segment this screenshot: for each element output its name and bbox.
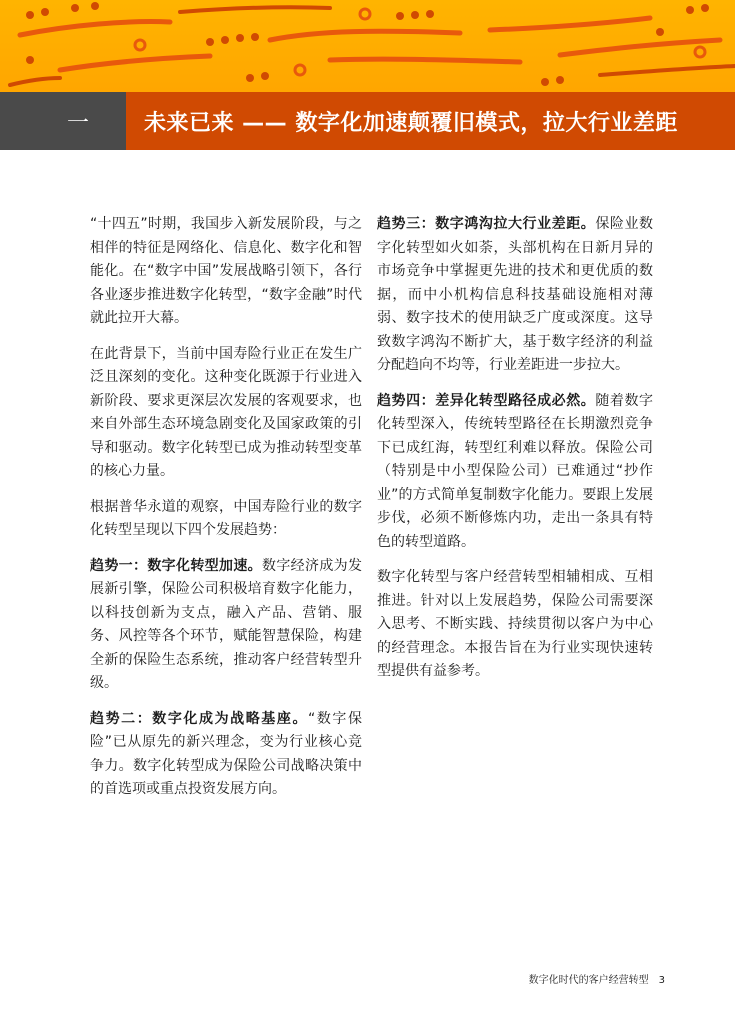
section-title-box (126, 92, 735, 150)
paragraph: “十四五”时期，我国步入新发展阶段，与之相伴的特征是网络化、信息化、数字化和智能化。在“数字中国”发展战略引领下，各行各业逐步推进数字化转型，“数字金融”时代就此拉开大幕。 (90, 216, 362, 326)
page-footer (529, 971, 665, 986)
paragraph-trend-3: 趋势三：数字鸿沟拉大行业差距。保险业数字化转型如火如荼，头部机构在日新月异的市场竞争中掌握更先进的技术和更优质的数据，而中小机构信息科技基础设施相对薄弱、数字技术的使用缺乏广度或深度。这导致数字鸿沟不断扩大，基于数字经济的利益分配趋向不均等，行业差距进一步拉大。 (377, 216, 654, 373)
paragraph: 根据普华永道的观察，中国寿险行业的数字化转型呈现以下四个发展趋势： (90, 498, 362, 538)
running-title: 数字化时代的客户经营转型 (528, 975, 649, 986)
section-number: 一 (66, 110, 89, 136)
trend-heading: 趋势一：数字化转型加速。 (90, 557, 262, 574)
decorative-banner (0, 0, 735, 92)
trend-heading: 趋势二：数字化成为战略基座。 (90, 710, 309, 727)
paragraph-trend-4: 趋势四：差异化转型路径成必然。随着数字化转型深入，传统转型路径在长期激烈竞争下已成红海，转型红利难以释放。保险公司（特别是中小型保险公司）已难通过“抄作业”的方式简单复制数字化能力。要跟上发展步伐，必须不断修炼内功，走出一条具有特色的转型道路。 (377, 392, 654, 550)
section-number-box (0, 92, 126, 150)
right-text-column (377, 213, 653, 696)
trend-heading: 趋势四：差异化转型路径成必然。 (377, 392, 596, 409)
paragraph: 数字化转型与客户经营转型相辅相成、互相推进。针对以上发展趋势，保险公司需要深入思考、不断实践、持续贯彻以客户为中心的经营理念。本报告旨在为行业实现快速转型提供有益参考。 (377, 569, 653, 679)
left-text-column (90, 213, 362, 814)
trend-heading: 趋势三：数字鸿沟拉大行业差距。 (377, 216, 596, 232)
section-title: 未来已来 —— 数字化加速颠覆旧模式，拉大行业差距 (144, 110, 678, 136)
section-title-bar (0, 92, 735, 150)
banner-pattern-graphic (0, 0, 735, 92)
paragraph-trend-2: 趋势二：数字化成为战略基座。“数字保险”已从原先的新兴理念，变为行业核心竞争力。数字化转型成为保险公司战略决策中的首选项或重点投资发展方向。 (90, 710, 362, 797)
paragraph-trend-1: 趋势一：数字化转型加速。数字经济成为发展新引擎，保险公司积极培育数字化能力，以科技创新为支点，融入产品、营销、服务、风控等各个环节，赋能智慧保险，构建全新的保险生态系统，推动客户经营转型升级。 (90, 557, 362, 691)
page-number: 3 (658, 975, 665, 986)
paragraph: 在此背景下，当前中国寿险行业正在发生广泛且深刻的变化。这种变化既源于行业进入新阶段、要求更深层次发展的客观要求，也来自外部生态环境急剧变化及国家政策的引导和驱动。数字化转型已成为推动转型变革的核心力量。 (90, 345, 362, 479)
